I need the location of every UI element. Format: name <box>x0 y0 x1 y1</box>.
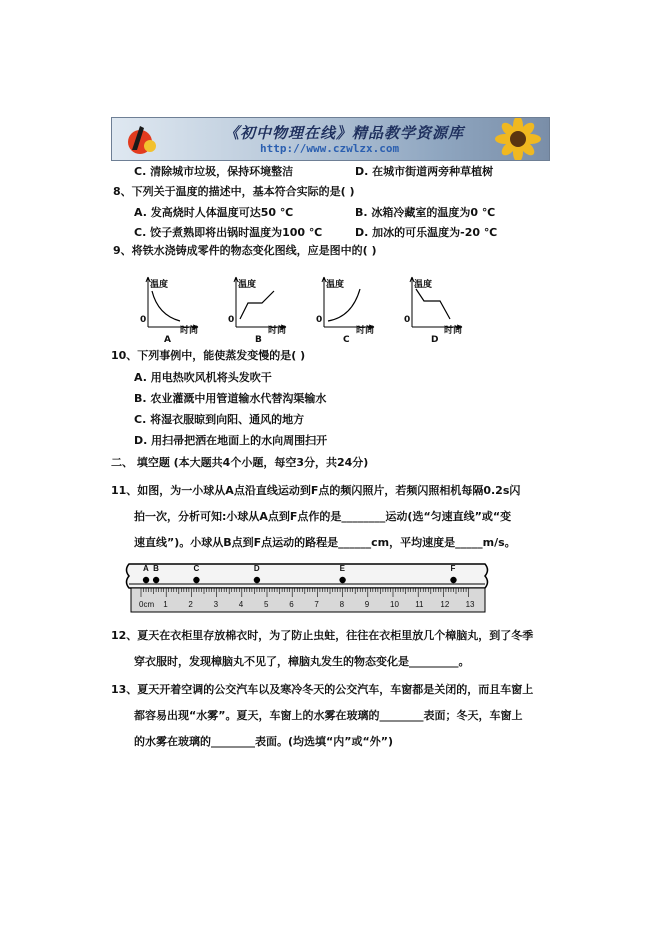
q8-option-a: A. 发高烧时人体温度可达50 ℃ <box>134 206 294 219</box>
graph-a-letter: A <box>164 335 171 345</box>
graph-a <box>140 275 200 347</box>
section-heading: 二、 填空题 (本大题共4个小题，每空3分，共24分) <box>111 456 369 469</box>
q9-stem: 9、将铁水浇铸成零件的物态变化图线，应是图中的( ) <box>113 244 377 257</box>
graph-b-ylabel: 温度 <box>238 280 257 290</box>
ruler-tick-label: 2 <box>188 600 193 609</box>
graph-c-ylabel: 温度 <box>326 280 345 290</box>
q10-stem: 10、下列事例中，能使蒸发变慢的是( ) <box>111 349 306 362</box>
graph-c <box>316 275 376 347</box>
graph-a-origin: 0 <box>140 315 147 325</box>
q8-option-b: B. 冰箱冷藏室的温度为0 ℃ <box>355 206 496 219</box>
graph-d <box>404 275 464 347</box>
ball-point-label: A <box>143 564 149 573</box>
sunflower-icon <box>484 117 548 161</box>
ruler-tick-label: 10 <box>390 600 399 609</box>
graph-a-ylabel: 温度 <box>150 280 169 290</box>
ruler-tick-label: 9 <box>364 600 370 609</box>
ball-point-label: B <box>153 564 159 573</box>
ruler-tick-label: 1 <box>163 600 168 609</box>
graph-b-letter: B <box>255 335 262 345</box>
ball-point-c <box>193 577 199 583</box>
q13-line3: 的水雾在玻璃的________表面。(均选填“内”或“外”) <box>134 735 393 748</box>
ball-point-b <box>153 577 159 583</box>
q11-line2: 拍一次，分析可知:小球从A点到F点作的是________运动(选“匀速直线”或“变 <box>134 510 512 523</box>
q10-option-d: D. 用扫帚把洒在地面上的水向周围扫开 <box>134 434 328 447</box>
ball-point-label: D <box>253 564 260 573</box>
ball-point-e <box>339 577 345 583</box>
graph-d-ylabel: 温度 <box>414 280 433 290</box>
logo-icon <box>122 122 162 156</box>
q12-line1: 12、夏天在衣柜里存放棉衣时，为了防止虫蛀，往往在衣柜里放几个樟脑丸，到了冬季 <box>111 629 534 642</box>
graph-c-letter: C <box>343 335 350 345</box>
q11-line1: 11、如图，为一小球从A点沿直线运动到F点的频闪照片，若频闪照相机每隔0.2s闪 <box>111 484 521 497</box>
ruler-tick-label: 6 <box>289 600 294 609</box>
ball-point-label: E <box>339 564 345 573</box>
ball-point-f <box>450 577 456 583</box>
graph-b-origin: 0 <box>228 315 235 325</box>
ball-point-label: F <box>450 564 456 573</box>
ball-point-label: C <box>193 564 200 573</box>
ruler-tick-label: 3 <box>213 600 219 609</box>
ball-point-a <box>143 577 149 583</box>
q10-option-c: C. 将湿衣服晾到向阳、通风的地方 <box>134 413 305 426</box>
ball-point-d <box>254 577 260 583</box>
ruler-tick-label: 12 <box>440 600 450 609</box>
graph-c-origin: 0 <box>316 315 323 325</box>
banner-title: 《初中物理在线》精品教学资源库 <box>224 124 465 142</box>
graph-a-xlabel: 时间 <box>180 326 199 336</box>
banner-url[interactable]: http://www.czwlzx.com <box>260 142 400 155</box>
q10-option-b: B. 农业灌溉中用管道输水代替沟渠输水 <box>134 392 327 405</box>
q10-option-a: A. 用电热吹风机将头发吹干 <box>134 371 272 384</box>
q7-option-d: D. 在城市街道两旁种草植树 <box>355 165 494 178</box>
graph-d-xlabel: 时间 <box>444 326 463 336</box>
q13-line2: 都容易出现“水雾”。夏天，车窗上的水雾在玻璃的________表面；冬天，车窗上 <box>134 709 523 722</box>
graph-d-origin: 0 <box>404 315 411 325</box>
q8-option-d: D. 加冰的可乐温度为-20 ℃ <box>355 226 498 239</box>
ruler-tick-label: 7 <box>314 600 319 609</box>
graph-b-xlabel: 时间 <box>268 326 287 336</box>
ruler-figure <box>123 560 491 616</box>
graph-b <box>228 275 288 347</box>
q11-line3: 速直线”)。小球从B点到F点运动的路程是______cm，平均速度是_____m/s。 <box>134 536 516 549</box>
graph-d-letter: D <box>431 335 439 345</box>
ruler-unit-label: 0cm <box>139 600 155 609</box>
ruler-tick-label: 4 <box>238 600 244 609</box>
q12-line2: 穿衣服时，发现樟脑丸不见了，樟脑丸发生的物态变化是_________。 <box>134 655 470 668</box>
ruler-tick-label: 5 <box>264 600 269 609</box>
ruler-tick-label: 11 <box>415 600 424 609</box>
ruler-tick-label: 13 <box>465 600 475 609</box>
q13-line1: 13、夏天开着空调的公交汽车以及寒冷冬天的公交汽车，车窗都是关闭的，而且车窗上 <box>111 683 534 696</box>
graph-c-xlabel: 时间 <box>356 326 375 336</box>
q8-option-c: C. 饺子煮熟即将出锅时温度为100 ℃ <box>134 226 323 239</box>
ruler-svg <box>123 560 491 616</box>
q7-option-c: C. 清除城市垃圾，保持环境整洁 <box>134 165 294 178</box>
header-banner <box>111 117 550 161</box>
q8-stem: 8、下列关于温度的描述中，基本符合实际的是( ) <box>113 185 355 198</box>
ruler-tick-label: 8 <box>339 600 345 609</box>
